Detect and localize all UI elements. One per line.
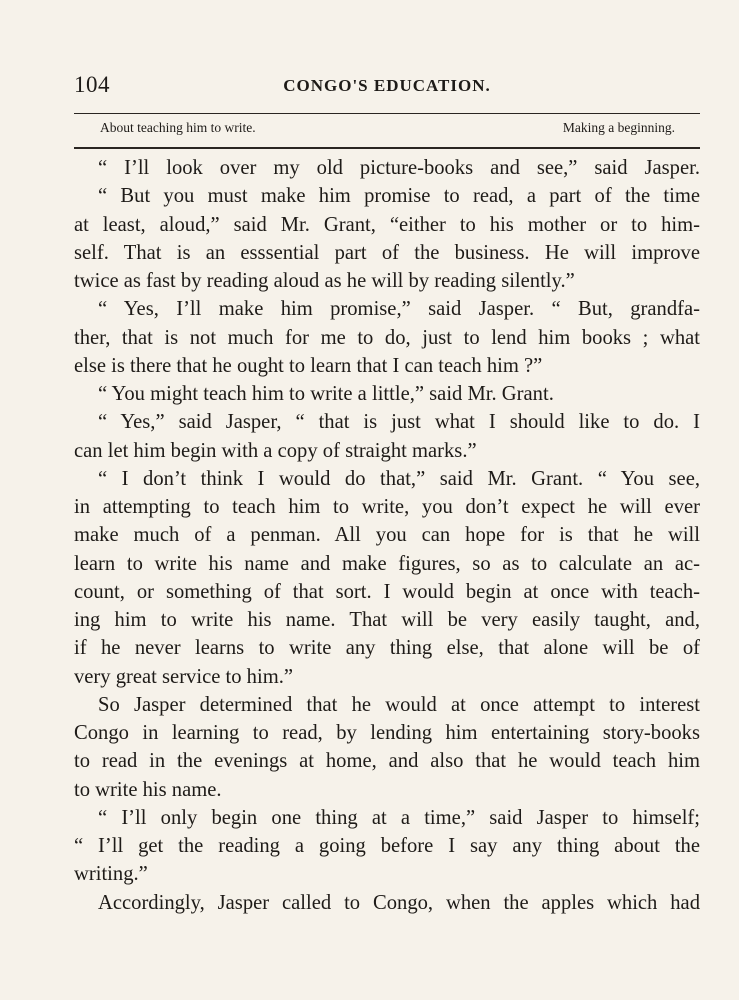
text-line: “ I’ll look over my old picture-books and see,” said Jasper. [98,157,700,179]
text-line: “ Yes, I’ll make him promise,” said Jasper. “ But, grandfa- [98,298,700,321]
page-header [74,72,700,102]
subheader-left: About teaching him to write. [100,120,256,135]
text-line: very great service to him.” [74,665,293,688]
text-line: twice as fast by reading aloud as he will by reading silently.” [74,270,575,292]
text-line: can let him begin with a copy of straight marks.” [74,439,477,462]
text-line: “ Yes,” said Jasper, “ that is just what I should like to do. I [98,411,700,434]
text-line: “ I’ll get the reading a going before I say any thing about the [74,835,700,857]
body-text [74,154,700,917]
text-line: if he never learns to write any thing else, that alone will be of [74,637,700,660]
text-line: in attempting to teach him to write, you don’t expect he will ever [74,496,700,518]
text-line: So Jasper determined that he would at once attempt to interest [98,693,700,716]
text-line: learn to write his name and make figures, so as to calculate an ac- [74,552,700,575]
text-line: at least, aloud,” said Mr. Grant, “either to his mother or to him- [74,213,700,236]
text-line: writing.” [74,863,148,886]
header-rule-bottom [74,147,700,149]
text-line: make much of a penman. All you can hope for is that he will [74,524,700,547]
text-line: “ You might teach him to write a little,” said Mr. Grant. [98,383,554,405]
text-line: “ But you must make him promise to read, a part of the time [98,185,700,208]
text-line: ther, that is not much for me to do, just to lend him books ; what [74,326,700,349]
running-title: CONGO'S EDUCATION. [283,76,491,95]
text-line: Accordingly, Jasper called to Congo, when the apples which had [98,891,700,914]
text-line: “ I’ll only begin one thing at a time,” said Jasper to himself; [98,806,700,829]
text-line: else is there that he ought to learn that I can teach him ?” [74,354,543,377]
page-number: 104 [74,72,110,97]
text-line: ing him to write his name. That will be very easily taught, and, [74,609,700,631]
header-rule-top [74,113,700,114]
text-line: “ I don’t think I would do that,” said Mr. Grant. “ You see, [98,467,700,490]
text-line: to write his name. [74,778,222,801]
text-line: to read in the evenings at home, and also that he would teach him [74,750,700,773]
text-line: Congo in learning to read, by lending him entertaining story-books [74,722,700,744]
subheader-right: Making a beginning. [562,120,675,135]
text-line: self. That is an esssential part of the business. He will improve [74,241,700,264]
text-line: count, or something of that sort. I would begin at once with teach- [74,580,700,603]
section-subheader [100,120,675,138]
